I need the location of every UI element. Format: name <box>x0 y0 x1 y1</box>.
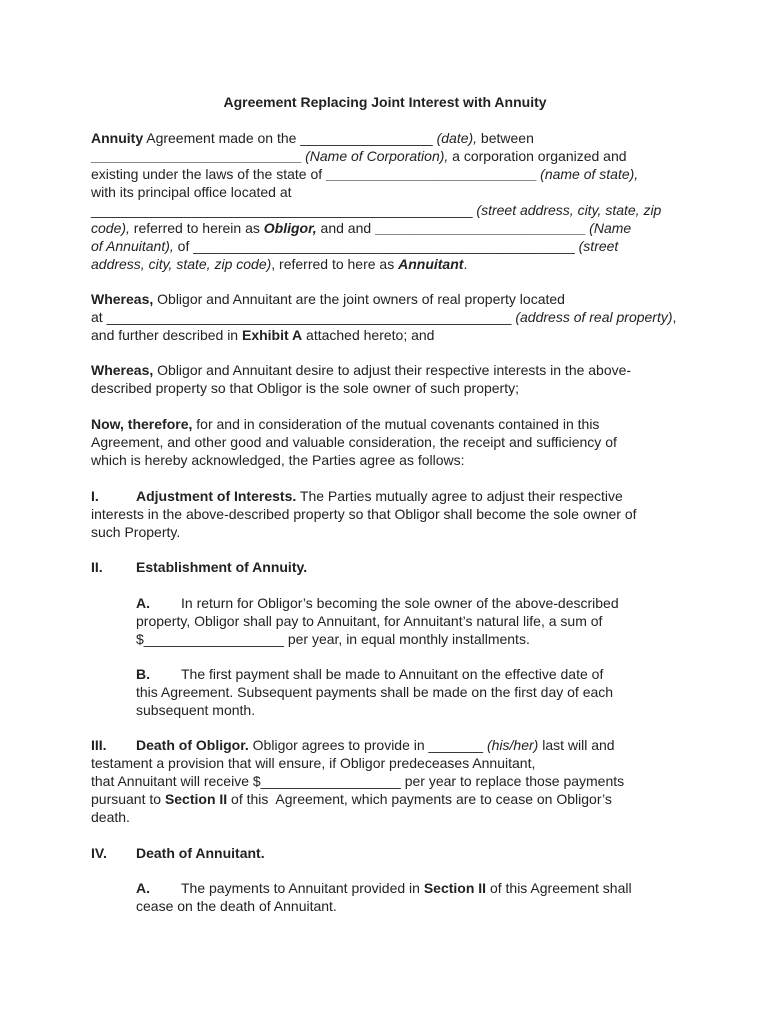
text: at ____________________________________________________ <box>91 309 516 325</box>
whereas-1-line-1 <box>91 290 565 308</box>
section-ref: Section II <box>164 791 228 807</box>
text: attached hereto; and <box>302 327 435 343</box>
section-heading: Adjustment of Interests. <box>136 488 297 504</box>
text: Agreement made on the _________________ <box>143 130 437 146</box>
annuitant-blank: ___________________________ <box>375 220 586 236</box>
text: The payments to Annuitant provided in <box>181 880 424 896</box>
annuitant-hint: (Name <box>585 220 632 236</box>
text: Obligor and Annuitant desire to adjust their respective interests in the above- <box>153 362 632 378</box>
date-hint: (date), <box>436 130 478 146</box>
section-3-line-3: that Annuitant will receive $__________________ per year to replace those payments <box>91 773 625 789</box>
address-hint: (street address, city, state, zip <box>476 202 662 218</box>
section-1-line-1 <box>91 487 623 505</box>
text: last will and <box>538 737 615 753</box>
intro-line-8 <box>91 255 467 273</box>
section-2a-line-3: $__________________ per year, in equal monthly installments. <box>136 631 530 647</box>
section-2a-line-2: property, Obligor shall pay to Annuitant, for Annuitant’s natural life, a sum of <box>136 613 603 629</box>
section-number: I. <box>91 488 99 504</box>
annuity-label: Annuity <box>91 130 144 146</box>
corporation-hint: (Name of Corporation), <box>301 148 449 164</box>
text: referred to herein as <box>129 220 264 236</box>
section-1-line-2: interests in the above-described property so that Obligor shall become the sole owner of <box>91 506 637 522</box>
text: and further described in <box>91 327 242 343</box>
now-therefore-label: Now, therefore, <box>91 416 193 432</box>
document-title: Agreement Replacing Joint Interest with Annuity <box>223 94 547 110</box>
his-her-hint: (his/her) <box>486 737 539 753</box>
intro-line-5 <box>91 201 661 219</box>
address-blank: _________________________________________________ <box>91 202 477 218</box>
text: , <box>672 309 677 325</box>
section-2a-line-1 <box>136 594 619 612</box>
state-hint: (name of state), <box>536 166 639 182</box>
section-3-line-1 <box>91 736 615 754</box>
section-heading: Establishment of Annuity. <box>136 559 308 575</box>
subsection-number: A. <box>136 880 150 896</box>
section-3-line-2: testament a provision that will ensure, if Obligor predeceases Annuitant, <box>91 755 536 771</box>
section-4a-line-2: cease on the death of Annuitant. <box>136 898 337 914</box>
now-therefore-line-2: Agreement, and other good and valuable consideration, the receipt and sufficiency of <box>91 434 617 450</box>
section-4-heading-line <box>91 844 265 862</box>
text: and and <box>316 220 376 236</box>
section-2b-line-1 <box>136 665 603 683</box>
intro-line-4: with its principal office located at <box>91 184 292 200</box>
text: of _________________________________________________ <box>173 238 579 254</box>
now-therefore-line-1 <box>91 415 599 433</box>
section-number: III. <box>91 737 107 753</box>
property-hint: (address of real property) <box>515 309 673 325</box>
section-4a-line-1 <box>136 879 632 897</box>
street-hint: (street <box>578 238 619 254</box>
now-therefore-line-3: which is hereby acknowledged, the Parties agree as follows: <box>91 452 465 468</box>
section-1-line-3: such Property. <box>91 524 181 540</box>
intro-line-3 <box>91 165 638 183</box>
text: pursuant to <box>91 791 165 807</box>
whereas-label: Whereas, <box>91 362 154 378</box>
section-2-heading-line <box>91 558 307 576</box>
exhibit-ref: Exhibit A <box>241 327 303 343</box>
text: existing under the laws of the state of <box>91 166 327 182</box>
section-3-line-5: death. <box>91 809 130 825</box>
text: Obligor agrees to provide in _______ <box>248 737 487 753</box>
section-2b-line-3: subsequent month. <box>136 702 256 718</box>
text: In return for Obligor’s becoming the sole owner of the above-described <box>181 595 619 611</box>
section-2b-line-2: this Agreement. Subsequent payments shall be made on the first day of each <box>136 684 614 700</box>
subsection-number: B. <box>136 666 150 682</box>
text: a corporation organized and <box>448 148 627 164</box>
intro-line-7 <box>91 237 618 255</box>
text: The Parties mutually agree to adjust their respective <box>296 488 623 504</box>
text: Obligor and Annuitant are the joint owners of real property located <box>153 291 565 307</box>
whereas-2-line-1 <box>91 361 631 379</box>
subsection-number: A. <box>136 595 150 611</box>
annuitant-hint-cont: of Annuitant), <box>91 238 174 254</box>
whereas-1-line-3 <box>91 326 434 344</box>
section-number: IV. <box>91 845 107 861</box>
text: for and in consideration of the mutual covenants contained in this <box>192 416 600 432</box>
street-hint-cont: address, city, state, zip code) <box>91 256 272 272</box>
section-3-line-4 <box>91 790 612 808</box>
intro-line-6 <box>91 219 631 237</box>
text: of this Agreement shall <box>486 880 632 896</box>
intro-line-2 <box>91 147 627 165</box>
annuitant-term: Annuitant <box>398 256 464 272</box>
whereas-1-line-2 <box>91 308 676 326</box>
section-heading: Death of Obligor. <box>136 737 249 753</box>
text: , referred to here as <box>271 256 399 272</box>
obligor-term: Obligor, <box>263 220 317 236</box>
text: between <box>477 130 534 146</box>
section-heading: Death of Annuitant. <box>136 845 265 861</box>
corporation-blank: ___________________________ <box>91 148 302 164</box>
whereas-label: Whereas, <box>91 291 154 307</box>
whereas-2-line-2: described property so that Obligor is the sole owner of such property; <box>91 380 519 396</box>
address-hint-cont: code), <box>91 220 130 236</box>
state-blank: ___________________________ <box>326 166 537 182</box>
section-number: II. <box>91 559 103 575</box>
text: . <box>463 256 468 272</box>
section-ref: Section II <box>423 880 487 896</box>
text: The first payment shall be made to Annuitant on the effective date of <box>181 666 604 682</box>
intro-line-1 <box>91 129 534 147</box>
text: of this Agreement, which payments are to cease on Obligor’s <box>227 791 612 807</box>
